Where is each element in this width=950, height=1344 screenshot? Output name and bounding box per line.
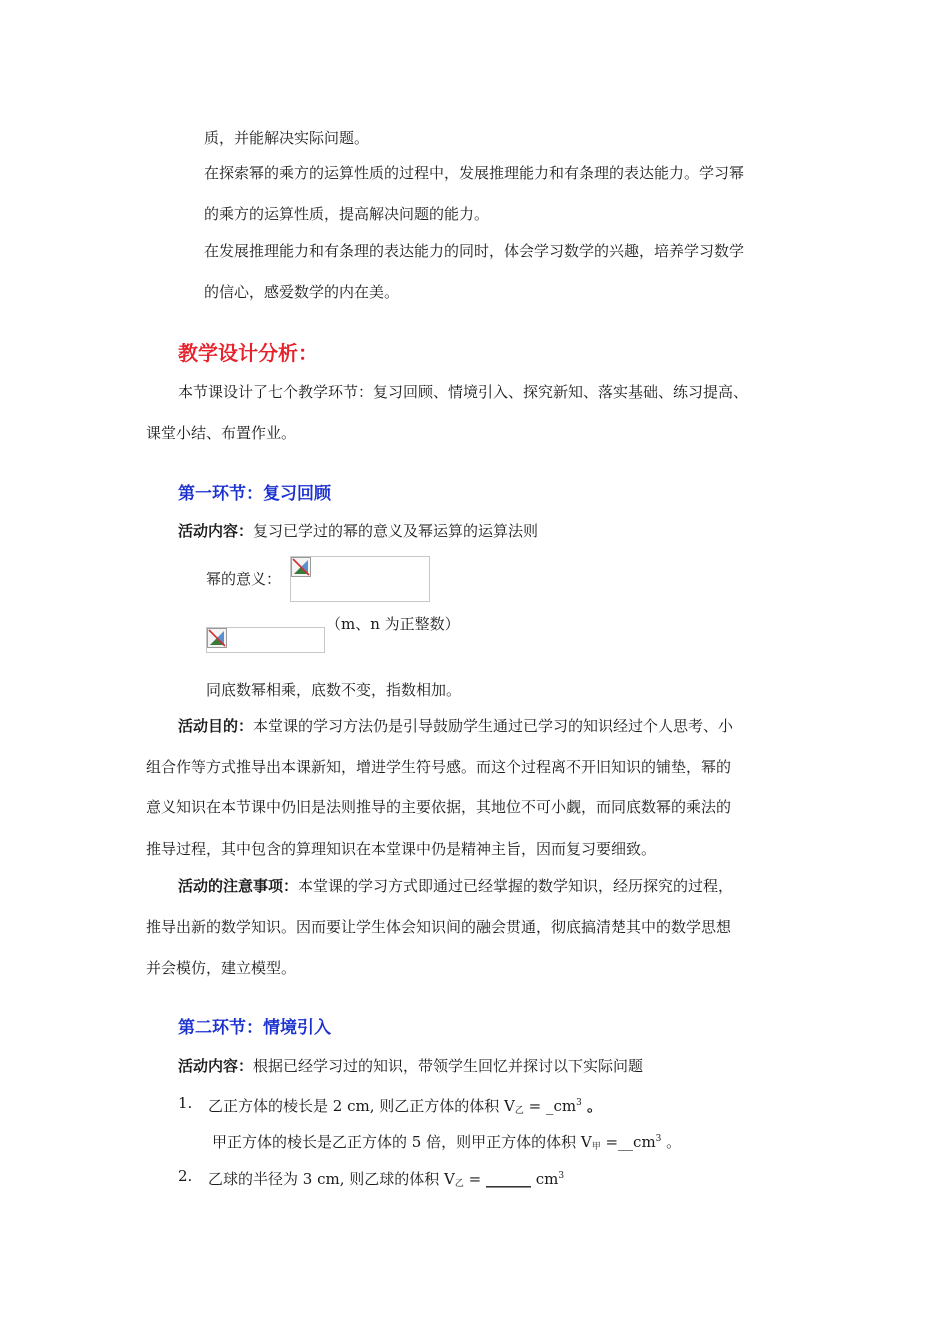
objective-line: 的乘方的运算性质，提高解决问题的能力。: [204, 205, 490, 223]
section-heading: 第二环节：情境引入: [178, 1018, 331, 1038]
question-text: 甲正方体的棱长是乙正方体的 5 倍，则甲正方体的体积 V: [212, 1133, 592, 1151]
power-meaning-label: 幂的意义：: [206, 570, 282, 588]
question-text: 乙球的半径为 3 cm, 则乙球的体积 V: [208, 1170, 455, 1188]
activity-content-label: 活动内容：: [178, 1057, 254, 1075]
objective-line: 的信心，感爱数学的内在美。: [204, 283, 400, 301]
question-2: [208, 1166, 564, 1194]
activity-purpose-text: 推导过程，其中包含的算理知识在本堂课中仍是精神主旨，因而复习要细致。: [146, 840, 657, 858]
activity-content: [178, 1056, 643, 1076]
question-equation: =: [463, 1170, 486, 1188]
activity-purpose-text: 意义知识在本节课中仍旧是法则推导的主要依据，其地位不可小觑，而同底数幂的乘法的: [146, 798, 732, 816]
analysis-text: 本节课设计了七个教学环节：复习回顾、情境引入、探究新知、落实基础、练习提高、: [178, 383, 749, 401]
broken-image-icon: [207, 628, 227, 648]
activity-content-text: 复习已学过的幂的意义及幂运算的运算法则: [253, 522, 539, 540]
section-heading: 第一环节：复习回顾: [178, 484, 331, 504]
activity-purpose: [178, 716, 733, 736]
mn-note: （m、n 为正整数）: [326, 615, 460, 633]
objective-line: 质，并能解决实际问题。: [204, 129, 370, 147]
analysis-text: 课堂小结、布置作业。: [146, 424, 297, 442]
formula-image: [290, 556, 430, 602]
question-1: [208, 1093, 602, 1121]
subscript: 甲: [591, 1142, 601, 1152]
broken-image-icon: [291, 557, 311, 577]
objective-line: 在探索幂的乘方的运算性质的过程中，发展推理能力和有条理的表达能力。学习幂: [204, 164, 745, 182]
question-unit: cm: [530, 1170, 559, 1188]
question-end: 。: [581, 1097, 603, 1115]
question-equation: = _cm: [523, 1097, 577, 1115]
question-number: 1.: [178, 1094, 193, 1112]
question-1b: [212, 1129, 681, 1157]
analysis-heading: 教学设计分析：: [178, 341, 318, 365]
formula-image: [206, 627, 325, 653]
superscript: 3: [655, 1134, 662, 1144]
activity-notes: [178, 876, 733, 896]
activity-purpose-label: 活动目的：: [178, 717, 254, 735]
superscript: 3: [576, 1098, 582, 1108]
question-number: 2.: [178, 1167, 193, 1185]
activity-notes-text: 本堂课的学习方式即通过已经掌握的数学知识，经历探究的过程，: [298, 877, 734, 895]
activity-notes-label: 活动的注意事项：: [178, 877, 299, 895]
multiplication-rule: 同底数幂相乘，底数不变，指数相加。: [206, 681, 462, 699]
activity-purpose-text: 组合作等方式推导出本课新知，增进学生符号感。而这个过程离不开旧知识的铺垫，幂的: [146, 758, 732, 776]
activity-purpose-text: 本堂课的学习方法仍是引导鼓励学生通过已学习的知识经过个人思考、小: [253, 717, 734, 735]
objective-line: 在发展推理能力和有条理的表达能力的同时，体会学习数学的兴趣，培养学习数学: [204, 242, 745, 260]
activity-content-text: 根据已经学习过的知识，带领学生回忆并探讨以下实际问题: [253, 1057, 644, 1075]
subscript: 乙: [454, 1179, 464, 1189]
activity-content: [178, 521, 538, 541]
activity-notes-text: 并会模仿，建立模型。: [146, 959, 297, 977]
question-end: 。: [661, 1133, 682, 1151]
answer-blank: ______: [485, 1170, 531, 1188]
activity-notes-text: 推导出新的数学知识。因而要让学生体会知识间的融会贯通，彻底搞清楚其中的数学思想: [146, 918, 732, 936]
question-text: 乙正方体的棱长是 2 cm, 则乙正方体的体积 V: [208, 1097, 515, 1115]
subscript: 乙: [514, 1106, 524, 1116]
question-equation: =__cm: [600, 1133, 656, 1151]
superscript: 3: [558, 1171, 565, 1181]
activity-content-label: 活动内容：: [178, 522, 254, 540]
